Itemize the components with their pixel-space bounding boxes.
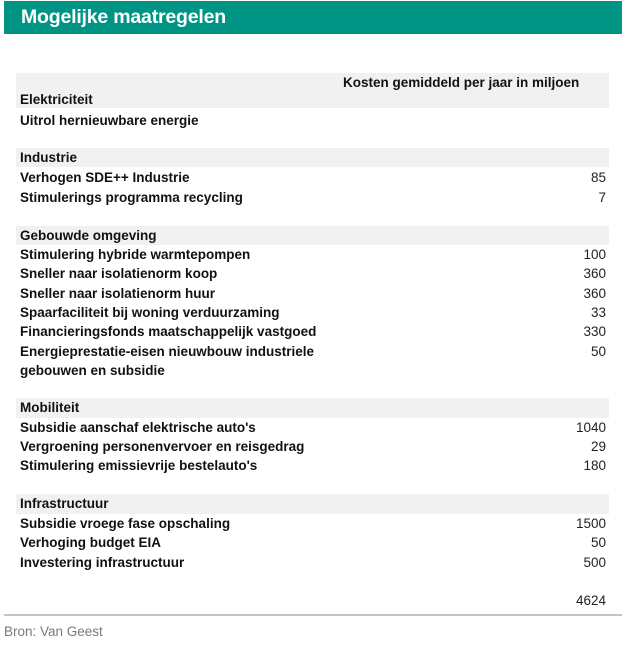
- table-row: [16, 322, 609, 341]
- section-heading-label: Gebouwde omgeving: [20, 228, 157, 243]
- row-value: 1040: [575, 420, 606, 435]
- section-heading: [16, 90, 609, 109]
- table-row: [16, 533, 609, 552]
- row-label: Investering infrastructuur: [20, 555, 185, 570]
- row-value: 500: [583, 555, 606, 570]
- row-label: Energieprestatie-eisen nieuwbouw industriele: [20, 344, 315, 359]
- table-row: [16, 284, 609, 303]
- section-heading-label: Mobiliteit: [20, 400, 80, 415]
- source-credit: Bron: Van Geest: [4, 624, 103, 639]
- table-row: [16, 553, 609, 572]
- page-title: Mogelijke maatregelen: [21, 6, 226, 28]
- row-value: 85: [590, 170, 606, 185]
- table-row: [16, 361, 609, 380]
- row-value: 330: [583, 324, 606, 339]
- row-value: 1500: [575, 516, 606, 531]
- row-label: Subsidie aanschaf elektrische auto's: [20, 420, 256, 435]
- section-heading: [16, 494, 609, 513]
- row-label: Financieringsfonds maatschappelijk vastgoed: [20, 324, 317, 339]
- table-row: [16, 245, 609, 264]
- section-heading-label: Industrie: [20, 150, 78, 165]
- section-heading: [16, 148, 609, 167]
- row-value: 33: [590, 305, 606, 320]
- table-row: [16, 168, 609, 187]
- row-label: Uitrol hernieuwbare energie: [20, 113, 199, 128]
- row-value: 7: [598, 190, 606, 205]
- title-bar: [4, 1, 622, 34]
- row-value: 360: [583, 286, 606, 301]
- section-heading-label: Elektriciteit: [20, 92, 93, 107]
- row-label: Verhogen SDE++ Industrie: [20, 170, 190, 185]
- row-value: 50: [590, 344, 606, 359]
- table-row: [16, 111, 609, 130]
- row-value: 180: [583, 458, 606, 473]
- table-row: [16, 418, 609, 437]
- row-label: Vergroening personenvervoer en reisgedrag: [20, 439, 305, 454]
- section-heading: [16, 398, 609, 417]
- table-row: [16, 456, 609, 475]
- section-heading-label: Infrastructuur: [20, 496, 109, 511]
- row-label: Sneller naar isolatienorm koop: [20, 266, 218, 281]
- row-value: 360: [583, 266, 606, 281]
- row-value: 29: [590, 439, 606, 454]
- row-label: Stimulering emissievrije bestelauto's: [20, 458, 258, 473]
- table-row: [16, 188, 609, 207]
- row-label: gebouwen en subsidie: [20, 363, 165, 378]
- total-value: 4624: [575, 593, 606, 608]
- row-label: Stimulering hybride warmtepompen: [20, 247, 251, 262]
- row-label: Verhoging budget EIA: [20, 535, 161, 550]
- table-row: [16, 437, 609, 456]
- row-label: Sneller naar isolatienorm huur: [20, 286, 216, 301]
- table-row: [16, 514, 609, 533]
- column-header-costs: Kosten gemiddeld per jaar in miljoen: [343, 75, 580, 90]
- table-row: [16, 264, 609, 283]
- row-value: 50: [590, 535, 606, 550]
- table-row: [16, 342, 609, 361]
- footer-divider: [4, 614, 622, 616]
- row-value: 100: [583, 247, 606, 262]
- section-heading: [16, 226, 609, 245]
- row-label: Subsidie vroege fase opschaling: [20, 516, 231, 531]
- row-label: Spaarfaciliteit bij woning verduurzaming: [20, 305, 280, 320]
- row-label: Stimulerings programma recycling: [20, 190, 243, 205]
- table-row: [16, 303, 609, 322]
